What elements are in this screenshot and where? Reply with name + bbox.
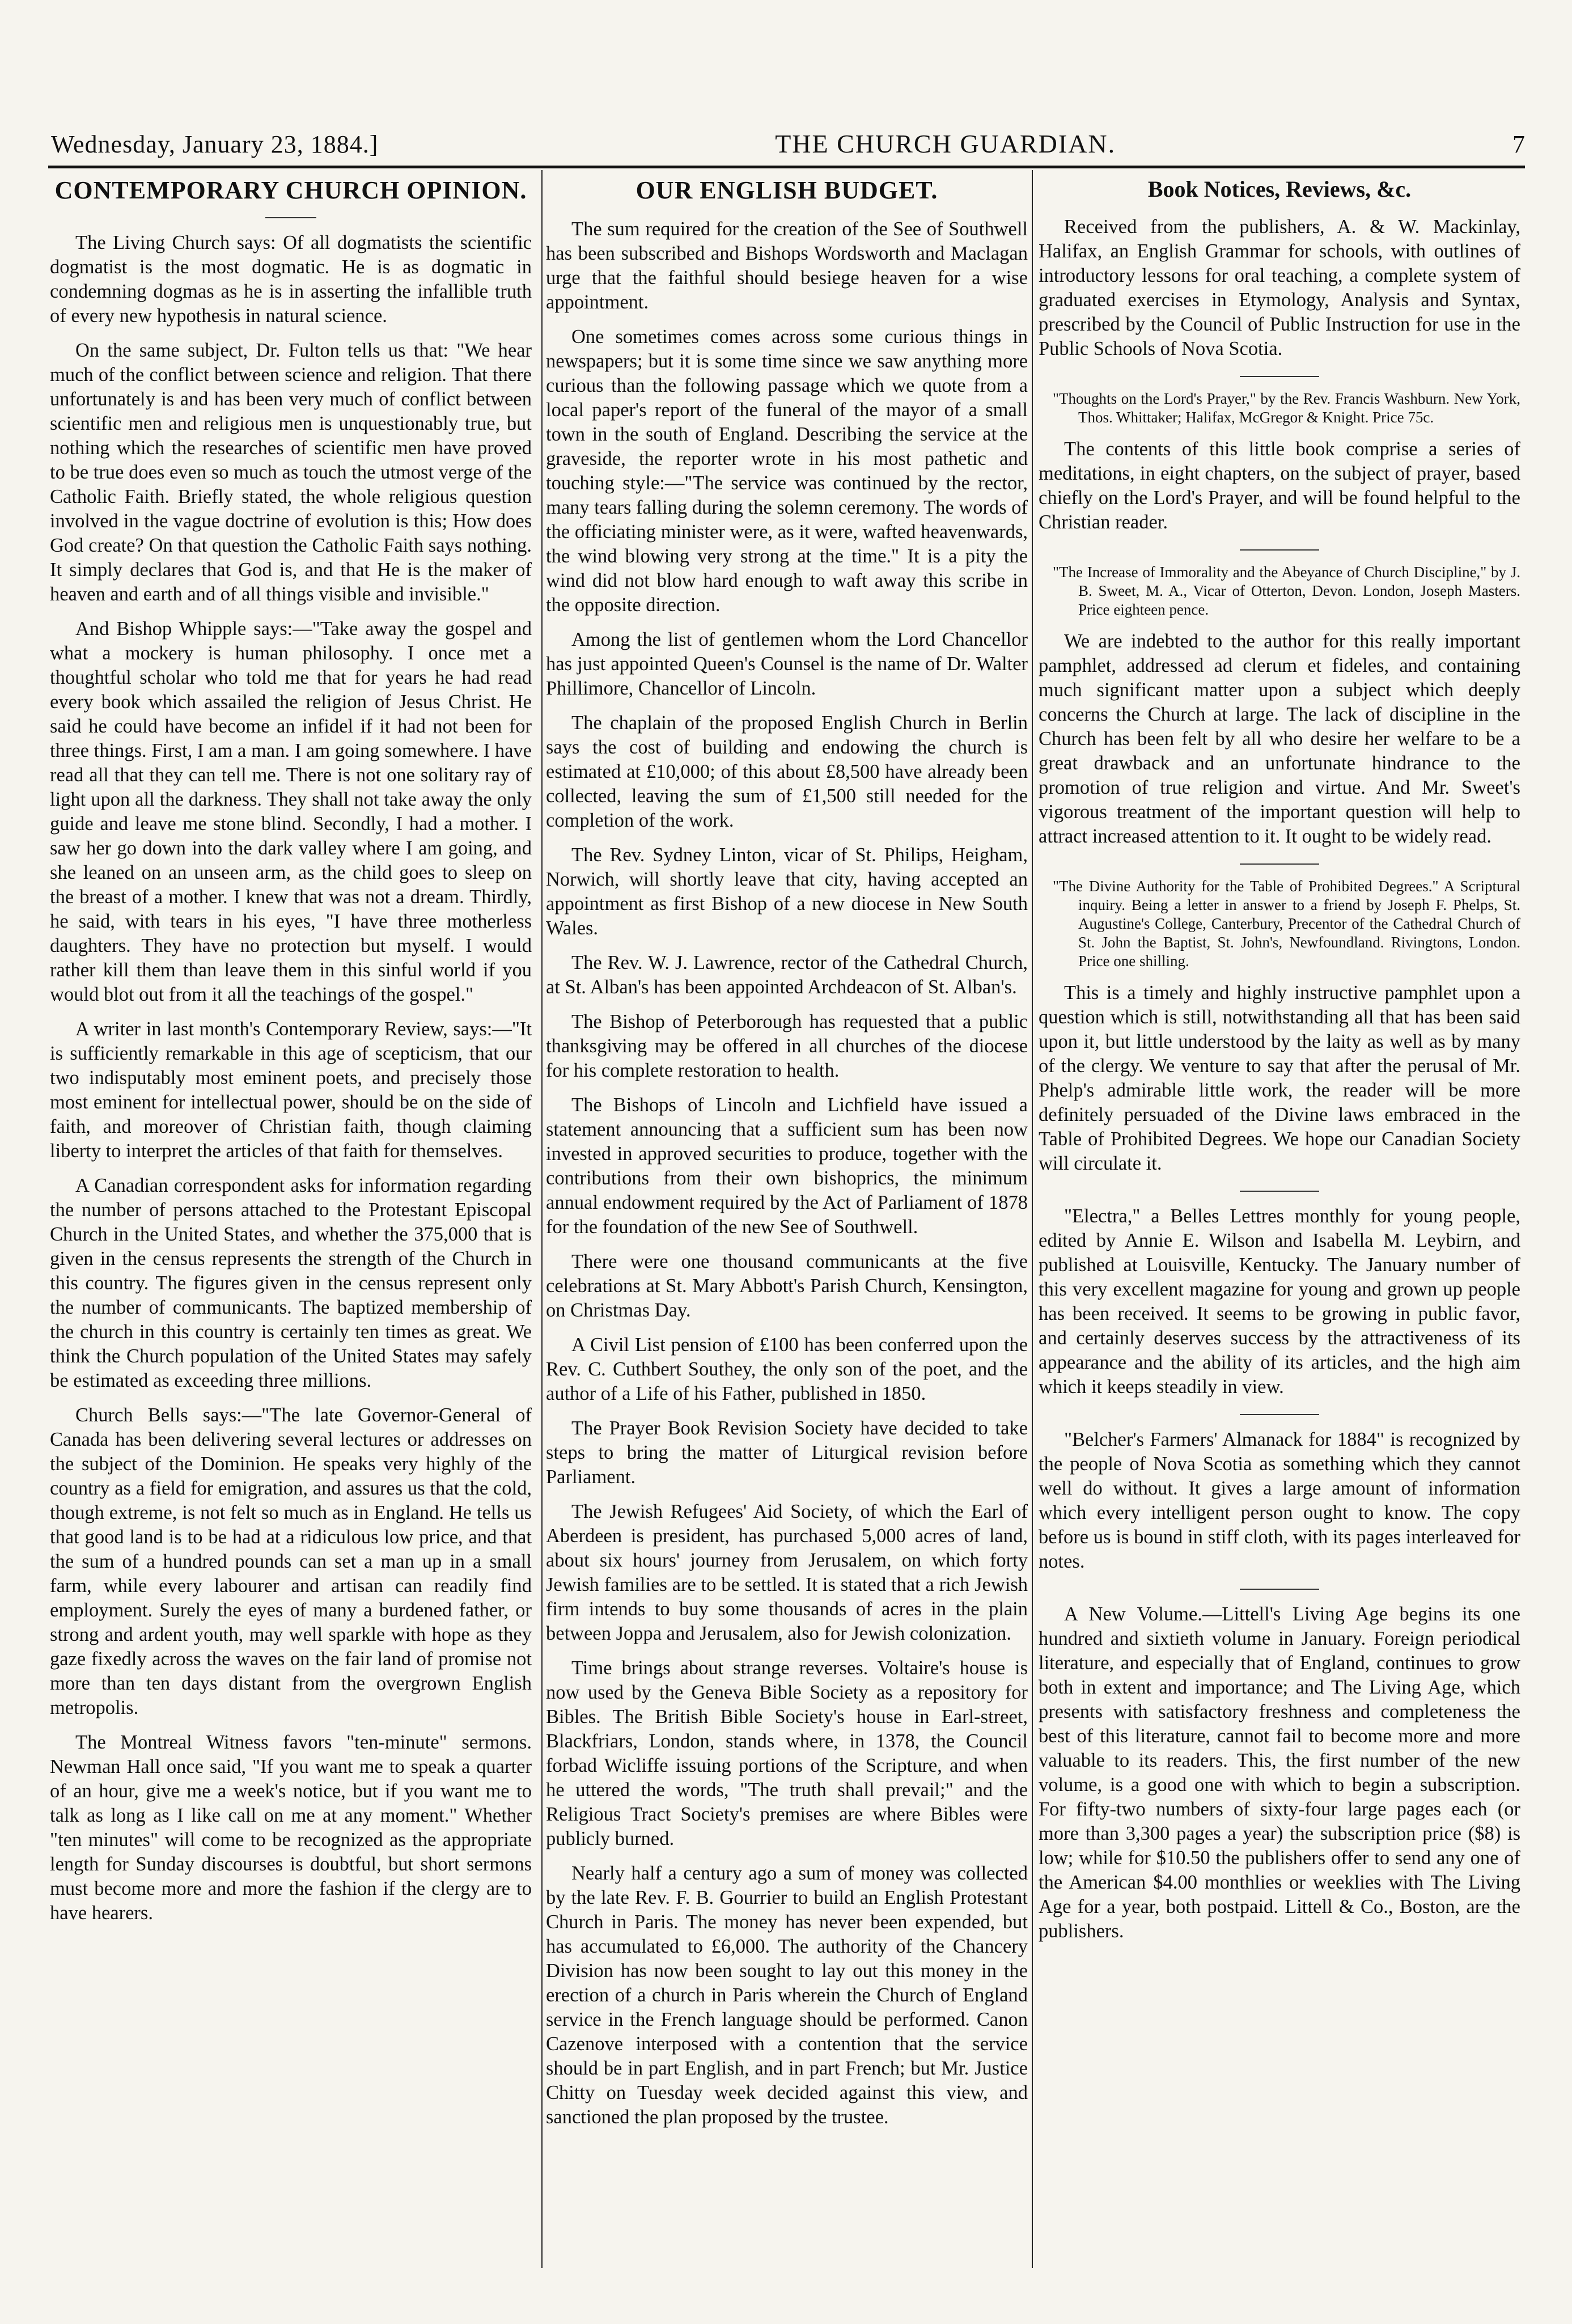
article-paragraph: A Civil List pension of £100 has been conferred upon the Rev. C. Cuthbert Southey, the only son of the poet, and the author of a Life of his Father, published in 1850.: [546, 1334, 1028, 1404]
article-paragraph: And Bishop Whipple says:—"Take away the gospel and what a mockery is human philosophy. I once met a thoughtful scholar who told me that for years he had read every book which assailed the religion of Jesus Christ. He said he could have become an infidel if it had not been for three things. First, I am a man. I am going somewhere. I have read all that they can tell me. There is not one solitary ray of light upon all the darkness. They shall not take away the only guide and leave me stone blind. Secondly, I had a mother. I saw her go down into the dark valley where I am going, and she leaned on an unseen arm, as the child goes to sleep on the breast of a mother. I knew that was not a dream. Thirdly, he said, with tears in his eyes, "I have three motherless daughters. They have no protection but myself. I would rather kill them than leave them in this sinful world if you would blot out from it all the teachings of the gospel.": [50, 618, 532, 1005]
article-paragraph: Church Bells says:—"The late Governor-General of Canada has been delivering several lectures or addresses on the subject of the Dominion. He speaks very highly of the country as a field for emigration, and assures us that the cold, though extreme, is not felt so much as in England. He tells us that good land is to be had at a ridiculous low price, and that the sum of a hundred pounds can set a man up in a small farm, while every labourer and artisan can readily find employment. Surely the eyes of many a burdened father, or strong and ardent youth, may well sparkle with hope as they gaze fixedly across the waves on the fair land of promise not more than ten days distant from the overgrown English metropolis.: [50, 1404, 532, 1718]
article-paragraph: A writer in last month's Contemporary Review, says:—"It is sufficiently remarkable in this age of scepticism, that our two indisputably most eminent poets, and precisely those most eminent for intellectual power, should be on the side of faith, and moreover of Christian faith, though claiming liberty to interpret the articles of that faith for themselves.: [50, 1018, 532, 1162]
article-paragraph: Nearly half a century ago a sum of money was collected by the late Rev. F. B. Gourrier to build an English Protestant Church in Paris. The money has never been expended, but has accumulated to £6,000. The authority of the Chancery Division has now been sought to lay out this money in the erection of a church in Paris wherein the Church of England service in the French language should be performed. Canon Cazenove interposed with a contention that the service should be in part English, and in part French; but Mr. Justice Chitty on Tuesday week decided against this view, and sanctioned the plan proposed by the trustee.: [546, 1862, 1028, 2128]
column-heading: OUR ENGLISH BUDGET.: [635, 176, 938, 204]
article-paragraph: We are indebted to the author for this really important pamphlet, addressed ad clerum et fideles, and containing much significant matter upon a subject which deeply concerns the Church at large. The lack of discipline in the Church has been felt by all who desire her welfare to be a great drawback and an unfortunate hindrance to the promotion of true religion and virtue. And Mr. Sweet's vigorous treatment of the important question will help to attract increased attention to it. It ought to be widely read.: [1039, 630, 1520, 847]
book-citation: "The Increase of Immorality and the Abeyance of Church Discipline," by J. B. Sweet, M. A., Vicar of Otterton, Devon. London, Joseph Masters. Price eighteen pence.: [1053, 564, 1520, 618]
article-paragraph: The chaplain of the proposed English Church in Berlin says the cost of building and endowing the church is estimated at £10,000; of this about £8,500 have already been collected, leaving the sum of £1,500 still needed for the completion of the work.: [546, 712, 1028, 831]
article-paragraph: There were one thousand communicants at the five celebrations at St. Mary Abbott's Parish Church, Kensington, on Christmas Day.: [546, 1251, 1028, 1321]
article-paragraph: The Prayer Book Revision Society have decided to take steps to bring the matter of Liturgical revision before Parliament.: [546, 1417, 1028, 1488]
header-rule: [48, 166, 1525, 168]
article-paragraph: The Montreal Witness favors "ten-minute" sermons. Newman Hall once said, "If you want me to speak a quarter of an hour, give me a week's notice, but if you want me to talk as long as I like call on me at any moment." Whether "ten minutes" will come to be recognized as the appropriate length for Sunday discourses is doubtful, but short sermons must become more and more the fashion if the clergy are to have hearers.: [50, 1732, 532, 1924]
heading-rule: [265, 217, 316, 218]
book-citation: "The Divine Authority for the Table of Prohibited Degrees." A Scriptural inquiry. Being a letter in answer to a friend by Joseph F. Phelps, St. Augustine's College, Canterbury, Precentor of the Cathedral Church of St. John the Baptist, St. John's, Newfoundland. Rivingtons, London. Price one shilling.: [1053, 878, 1520, 970]
article-paragraph: One sometimes comes across some curious things in newspapers; but it is some time since we saw anything more curious than the following passage which we quote from a local paper's report of the funeral of the mayor of a small town in the south of England. Describing the service at the graveside, the reporter wrote in his most pathetic and touching style:—"The service was continued by the rector, many tears falling during the solemn ceremony. The words of the officiating minister were, as it were, wafted heavenwards, the wind blowing very strong at the time." It is a pity the wind did not blow hard enough to waft away this scribe in the opposite direction.: [546, 326, 1028, 616]
article-paragraph: The Jewish Refugees' Aid Society, of which the Earl of Aberdeen is president, has purchased 5,000 acres of land, about six hours' journey from Jerusalem, on which forty Jewish families are to be settled. It is stated that a rich Jewish firm intends to buy some thousands of acres in the plain between Joppa and Jerusalem, also for Jewish colonization.: [546, 1501, 1028, 1644]
section-divider: [1240, 376, 1319, 377]
running-head: [51, 128, 1525, 159]
article-paragraph: "Electra," a Belles Lettres monthly for young people, edited by Annie E. Wilson and Isabella M. Leybirn, and published at Louisville, Kentucky. The January number of this very excellent magazine for young and grown up people has been received. It seems to be growing in public favor, and certainly deserves success by the attractiveness of its appearance and the ability of its articles, and the high aim which it keeps steadily in view.: [1039, 1205, 1520, 1398]
article-paragraph: On the same subject, Dr. Fulton tells us that: "We hear much of the conflict between science and religion. That there unfortunately is and has been very much of conflict between scientific men and religious men is unquestionably true, but nothing which the researches of scientific men have proved to be true does even so much as touch the utmost verge of the Catholic Faith. Briefly stated, the whole religious question involved in the vague doctrine of evolution is this; How does God create? On that question the Catholic Faith says nothing. It simply declares that God is, and that He is the maker of heaven and earth and of all things visible and invisible.": [50, 340, 532, 605]
article-paragraph: The sum required for the creation of the See of Southwell has been subscribed and Bishops Wordsworth and Maclagan urge that the faithful should besiege heaven for a wise appointment.: [546, 218, 1028, 313]
article-paragraph: Received from the publishers, A. & W. Mackinlay, Halifax, an English Grammar for schools, with outlines of introductory lessons for oral teaching, a complete system of graduated exercises in Etymology, Analysis and Syntax, prescribed by the Council of Public Instruction for use in the Public Schools of Nova Scotia.: [1039, 216, 1520, 359]
page-number: 7: [1512, 130, 1525, 158]
article-paragraph: A New Volume.—Littell's Living Age begins its one hundred and sixtieth volume in January. Foreign periodical literature, and especially that of England, continues to grow both in extent and importance; and The Living Age, which presents with satisfactory freshness and completeness the best of this literature, cannot fail to become more and more valuable to its readers. This, the first number of the new volume, is a good one with which to begin a subscription. For fifty-two numbers of sixty-four large pages each (or more than 3,300 pages a year) the subscription price ($8) is low; while for $10.50 the publishers offer to send any one of the American $4.00 monthlies or weeklies with The Living Age for a year, both postpaid. Littell & Co., Boston, are the publishers.: [1039, 1603, 1520, 1942]
issue-date: Wednesday, January 23, 1884.]: [51, 130, 379, 158]
article-paragraph: The Rev. Sydney Linton, vicar of St. Philips, Heigham, Norwich, will shortly leave that city, having accepted an appointment as first Bishop of a new diocese in New South Wales.: [546, 844, 1028, 939]
article-paragraph: The Rev. W. J. Lawrence, rector of the Cathedral Church, at St. Alban's has been appointed Archdeacon of St. Alban's.: [546, 952, 1028, 998]
column-english-budget: [546, 176, 1028, 2268]
section-divider: [1240, 1589, 1319, 1590]
column-book-notices: [1039, 176, 1520, 2268]
newspaper-title: THE CHURCH GUARDIAN.: [775, 129, 1116, 158]
column-body: [1039, 215, 1520, 1944]
article-paragraph: "Belcher's Farmers' Almanack for 1884" is recognized by the people of Nova Scotia as something which they cannot well do without. It gives a large amount of information which every intelligent person ought to know. The copy before us is bound in stiff cloth, with its pages interleaved for notes.: [1039, 1429, 1520, 1572]
column-heading: CONTEMPORARY CHURCH OPINION.: [54, 176, 527, 204]
column-body: [546, 217, 1028, 2130]
section-divider: [1240, 1191, 1319, 1192]
column-heading: Book Notices, Reviews, &c.: [1147, 176, 1412, 202]
section-divider: [1240, 549, 1319, 551]
column-contemporary-opinion: [50, 176, 532, 2268]
section-divider: [1240, 1414, 1319, 1415]
book-citation: "Thoughts on the Lord's Prayer," by the Rev. Francis Washburn. New York, Thos. Whittaker; Halifax, McGregor & Knight. Price 75c.: [1053, 390, 1520, 426]
column-body: [50, 231, 532, 1925]
column-rule-1: [541, 170, 543, 2268]
article-paragraph: The Living Church says: Of all dogmatists the scientific dogmatist is the most dogmatic. He is as dogmatic in condemning dogmas as he is in asserting the infallible truth of every new hypothesis in natural science.: [50, 232, 532, 327]
article-paragraph: Among the list of gentlemen whom the Lord Chancellor has just appointed Queen's Counsel is the name of Dr. Walter Phillimore, Chancellor of Lincoln.: [546, 629, 1028, 699]
article-paragraph: A Canadian correspondent asks for information regarding the number of persons attached to the Protestant Episcopal Church in the United States, and whether the 375,000 that is given in the census represents the strength of the Church in this country. The figures given in the census represent only the number of communicants. The baptized membership of the church in this country is certainly ten times as great. We think the Church population of the United States may safely be estimated as exceeding three millions.: [50, 1175, 532, 1391]
article-paragraph: Time brings about strange reverses. Voltaire's house is now used by the Geneva Bible Society as a repository for Bibles. The British Bible Society's house in Earl-street, Blackfriars, London, stands where, in 1378, the Council forbad Wicliffe issuing portions of the Scripture, and when he uttered the words, "The truth shall prevail;" and the Religious Tract Society's premises are where Bibles were publicly burned.: [546, 1657, 1028, 1849]
article-paragraph: The Bishop of Peterborough has requested that a public thanksgiving may be offered in all churches of the diocese for his complete restoration to health.: [546, 1011, 1028, 1081]
article-paragraph: The contents of this little book comprise a series of meditations, in eight chapters, on the subject of prayer, based chiefly on the Lord's Prayer, and will be found helpful to the Christian reader.: [1039, 438, 1520, 533]
column-rule-2: [1032, 170, 1033, 2268]
article-paragraph: The Bishops of Lincoln and Lichfield have issued a statement announcing that a sufficient sum has been now invested in approved securities to produce, together with the contributions from their own bishoprics, the minimum annual endowment required by the Act of Parliament of 1878 for the foundation of the new See of Southwell.: [546, 1094, 1028, 1238]
section-divider: [1240, 863, 1319, 865]
article-paragraph: This is a timely and highly instructive pamphlet upon a question which is still, notwithstanding all that has been said upon it, but little understood by the laity as well as by many of the clergy. We venture to say that after the perusal of Mr. Phelp's admirable little work, the reader will be more definitely persuaded of the Divine laws embraced in the Table of Prohibited Degrees. We hope our Canadian Society will circulate it.: [1039, 982, 1520, 1174]
